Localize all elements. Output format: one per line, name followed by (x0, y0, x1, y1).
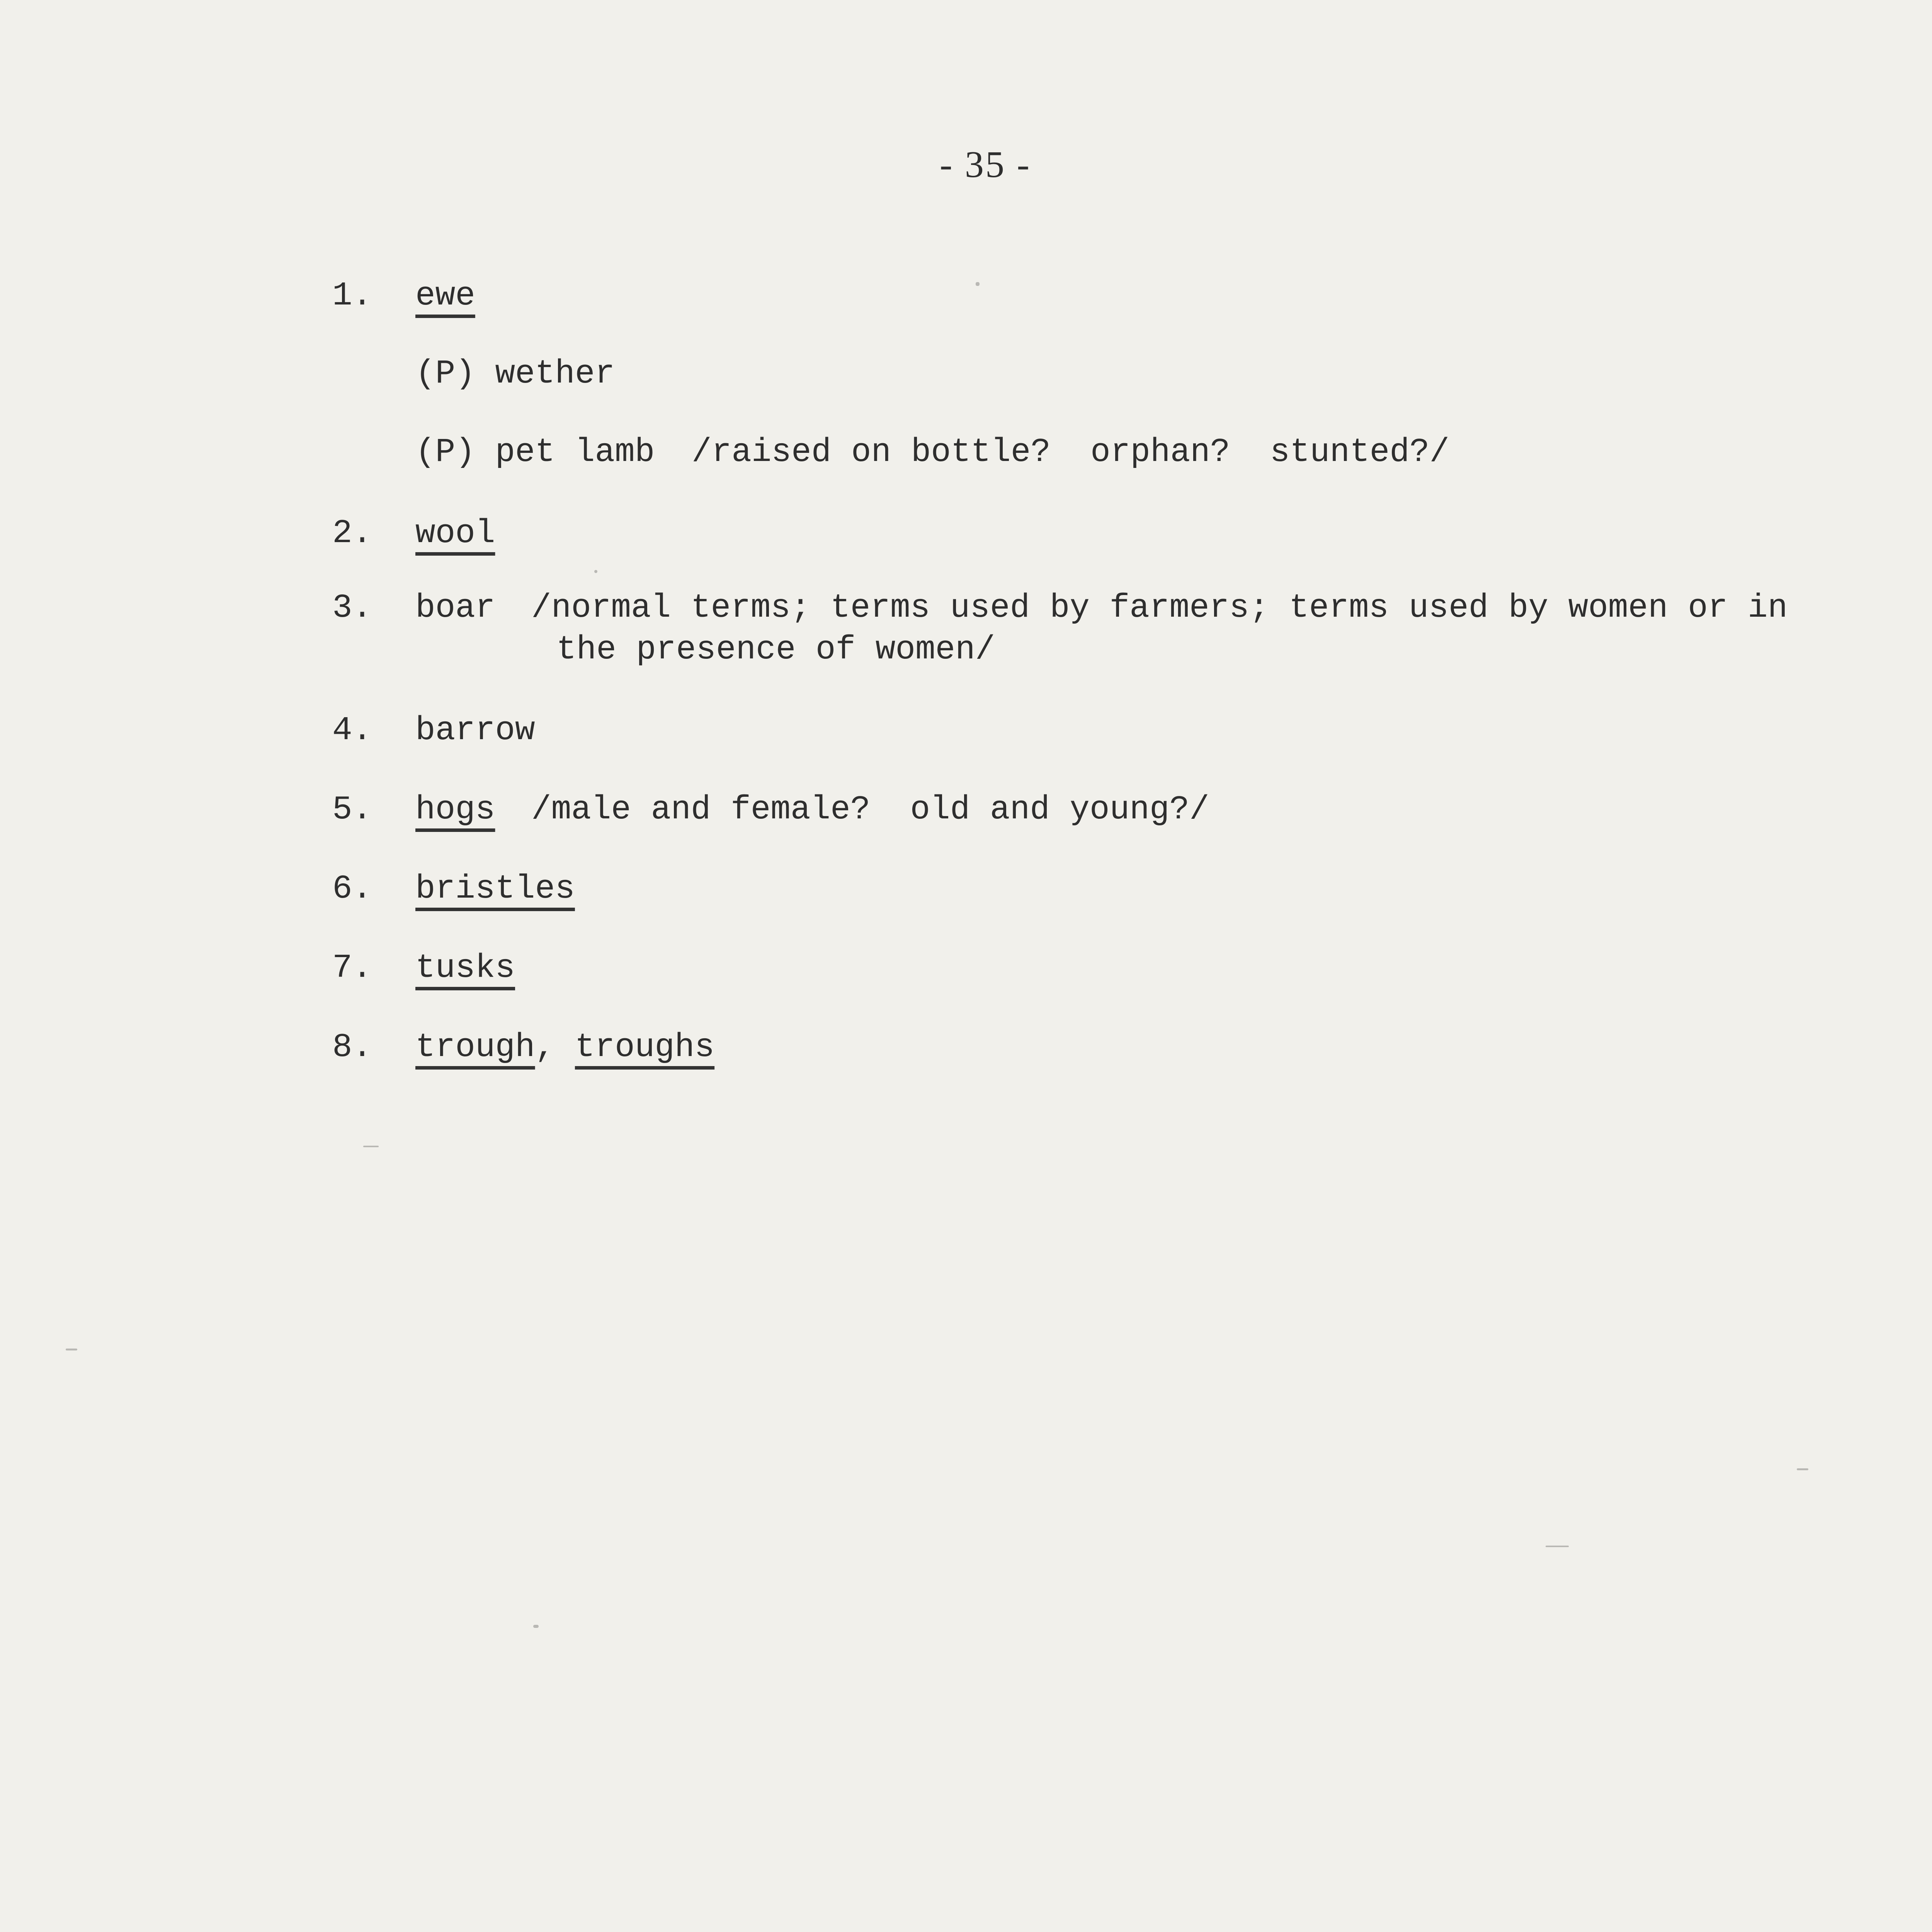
item-number: 3. (332, 589, 372, 627)
item-number: 8. (332, 1028, 372, 1066)
item-number: 5. (332, 791, 372, 828)
term-underlined: hogs (415, 791, 495, 828)
paper-speck (533, 1625, 539, 1628)
term-underlined: wool (415, 514, 495, 552)
term-underlined: bristles (415, 870, 575, 908)
term: barrow (415, 711, 535, 749)
term: wether (495, 355, 615, 393)
list-item (0, 1026, 715, 1196)
subitem-prefix: (P) (415, 433, 475, 471)
term: boar (415, 589, 495, 627)
term-underlined: trough (415, 1028, 535, 1066)
subitem-prefix: (P) (415, 355, 475, 393)
term: pet lamb (495, 433, 655, 471)
paper-speck (363, 1146, 379, 1147)
page-number: - 35 - (939, 144, 1031, 185)
field-note: /raised on bottle? orphan? stunted?/ (692, 433, 1450, 471)
term-underlined: tusks (415, 949, 515, 987)
term-separator: , (535, 1028, 575, 1066)
paper-speck (594, 570, 597, 573)
item-number: 6. (332, 870, 372, 908)
paper-speck (1797, 1468, 1808, 1470)
item-number: 1. (332, 277, 372, 315)
paper-speck (1546, 1546, 1569, 1547)
field-note: /male and female? old and young?/ (531, 791, 1209, 828)
term-underlined: troughs (575, 1028, 715, 1066)
paper-speck (66, 1349, 77, 1350)
field-note-continued: the presence of women/ (556, 631, 995, 668)
term-underlined: ewe (415, 277, 475, 315)
item-number: 2. (332, 514, 372, 552)
paper-speck (976, 282, 980, 286)
item-number: 7. (332, 949, 372, 987)
item-number: 4. (332, 711, 372, 749)
field-note: /normal terms; terms used by farmers; terms used by women or in (531, 589, 1788, 627)
